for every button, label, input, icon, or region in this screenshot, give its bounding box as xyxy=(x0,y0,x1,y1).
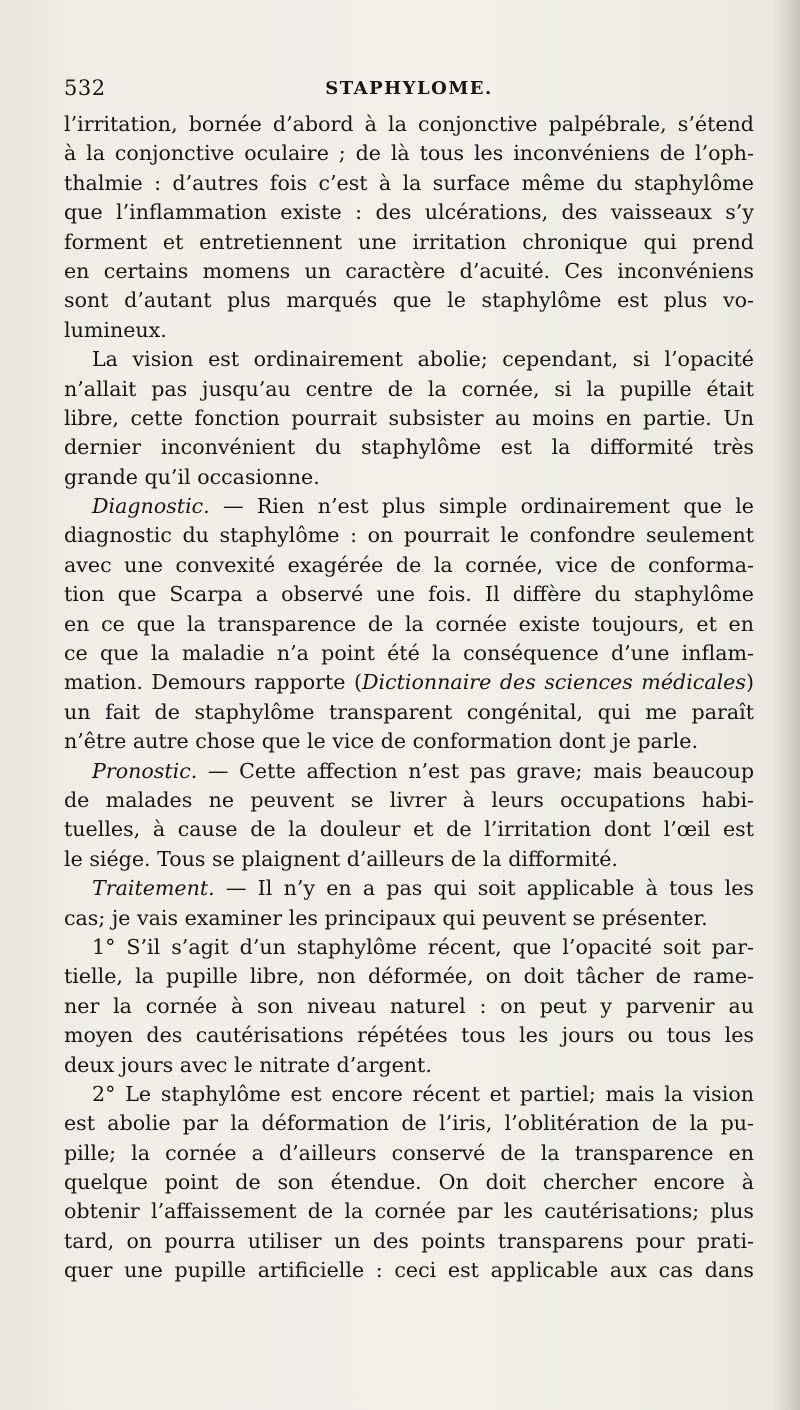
text-line: que l’inflammation existe : des ulcérations, des vaisseaux s’y xyxy=(64,200,754,225)
citation-title: Dictionnaire des sciences médicales xyxy=(362,670,746,695)
text-line: n’allait pas jusqu’au centre de la cornée, si la pupille était xyxy=(64,376,754,401)
text-line: en ce que la transparence de la cornée existe toujours, et en xyxy=(64,611,754,636)
text-line: cas; je vais examiner les principaux qui peuvent se présenter. xyxy=(64,905,708,930)
text-line: tuelles, à cause de la douleur et de l’irritation dont l’œil est xyxy=(64,817,754,842)
text-line: moyen des cautérisations répétées tous les jours ou tous les xyxy=(64,1023,754,1048)
text-line: quelque point de son étendue. On doit chercher encore à xyxy=(64,1170,754,1195)
text-line: diagnostic du staphylôme : on pourrait le confondre seulement xyxy=(64,523,754,548)
text-line: obtenir l’affaissement de la cornée par les cautérisations; plus xyxy=(64,1199,754,1224)
page-number: 532 xyxy=(64,76,106,100)
text-line: sont d’autant plus marqués que le staphylôme est plus vo- xyxy=(64,288,754,313)
text-line: tion que Scarpa a observé une fois. Il diffère du staphylôme xyxy=(64,582,754,607)
text-line: n’être autre chose que le vice de conformation dont je parle. xyxy=(64,729,698,754)
text-line: le siége. Tous se plaignent d’ailleurs de la difformité. xyxy=(64,846,618,871)
section-title-diagnostic: Diagnostic. xyxy=(92,494,210,519)
text-line: l’irritation, bornée d’abord à la conjonctive palpébrale, s’étend xyxy=(64,112,754,136)
text-line: un fait de staphylôme transparent congénital, qui me paraît xyxy=(64,699,754,724)
text-line: lumineux. xyxy=(64,317,167,342)
section-title-pronostic: Pronostic. xyxy=(92,758,198,783)
text-line: tard, on pourra utiliser un des points transparens pour prati- xyxy=(64,1228,754,1253)
text-line: à la conjonctive oculaire ; de là tous les inconvéniens de l’oph- xyxy=(64,141,754,166)
page-header xyxy=(64,76,754,106)
text-line: quer une pupille artificielle : ceci est applicable aux cas dans xyxy=(64,1258,754,1283)
text-line: de malades ne peuvent se livrer à leurs occupations habi- xyxy=(64,787,754,812)
text-line: mation. Demours rapporte (Dictionnaire des sciences médicales) xyxy=(64,670,754,695)
text-line: thalmie : d’autres fois c’est à la surface même du staphylôme xyxy=(64,170,754,195)
text-line: tielle, la pupille libre, non déformée, on doit tâcher de rame- xyxy=(64,964,754,989)
section-heading-line: Traitement. — Il n’y en a pas qui soit applicable à tous les xyxy=(92,876,754,901)
section-title-traitement: Traitement. xyxy=(92,876,215,901)
body-text xyxy=(64,110,754,1286)
running-head: STAPHYLOME. xyxy=(325,78,493,99)
section-heading-line: Pronostic. — Cette affection n’est pas grave; mais beaucoup xyxy=(92,758,754,783)
text-line: grande qu’il occasionne. xyxy=(64,464,320,489)
text-line: La vision est ordinairement abolie; cependant, si l’opacité xyxy=(92,347,754,372)
text-line: 2° Le staphylôme est encore récent et partiel; mais la vision xyxy=(92,1081,754,1106)
text-line: deux jours avec le nitrate d’argent. xyxy=(64,1052,432,1077)
text-line: ce que la maladie n’a point été la conséquence d’une inflam- xyxy=(64,641,754,666)
section-heading-line: Diagnostic. — Rien n’est plus simple ordinairement que le xyxy=(92,494,754,519)
text-line: libre, cette fonction pourrait subsister au moins en partie. Un xyxy=(64,405,754,430)
binding-shadow xyxy=(772,0,800,1410)
text-line: ner la cornée à son niveau naturel : on peut y parvenir au xyxy=(64,993,754,1018)
text-line: en certains momens un caractère d’acuité. Ces inconvéniens xyxy=(64,258,754,283)
text-line: avec une convexité exagérée de la cornée, vice de conforma- xyxy=(64,552,754,577)
text-line: pille; la cornée a d’ailleurs conservé de la transparence en xyxy=(64,1140,754,1165)
text-line: 1° S’il s’agit d’un staphylôme récent, que l’opacité soit par- xyxy=(92,934,754,959)
text-line: est abolie par la déformation de l’iris, l’oblitération de la pu- xyxy=(64,1111,754,1136)
text-line: forment et entretiennent une irritation chronique qui prend xyxy=(64,229,754,254)
text-line: dernier inconvénient du staphylôme est la difformité très xyxy=(64,435,754,460)
